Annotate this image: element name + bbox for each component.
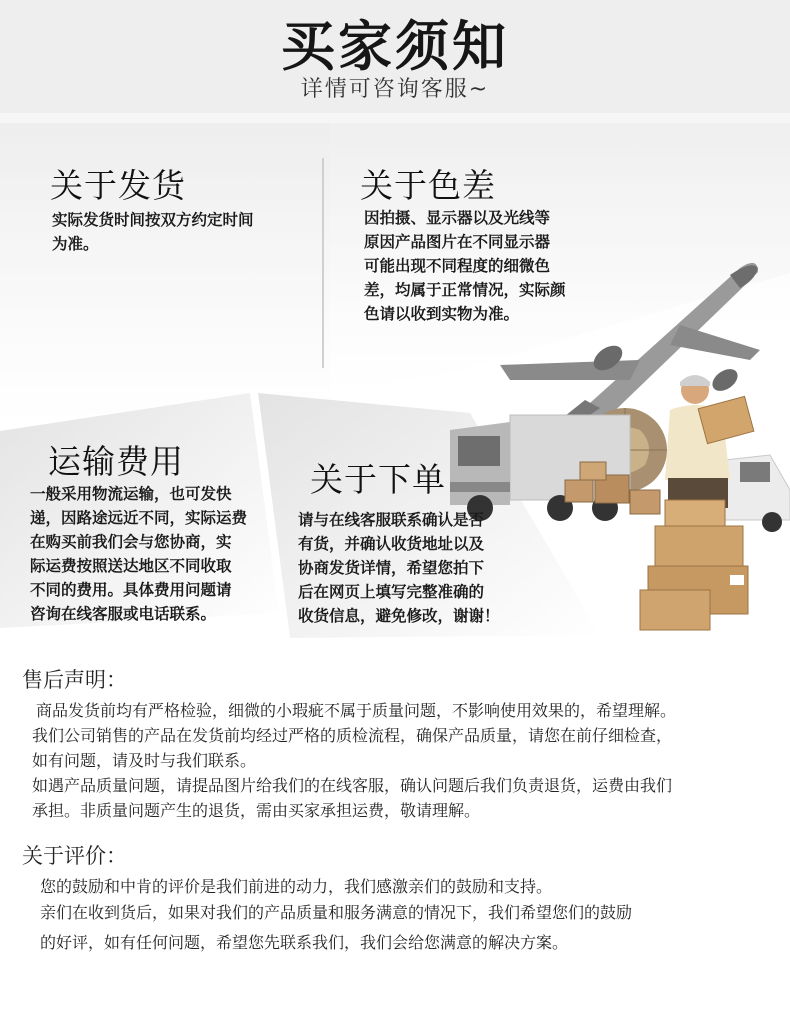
after-sales-line: 商品发货前均有严格检验，细微的小瑕疵不属于质量问题，不影响使用效果的，希望理解。 xyxy=(36,701,677,720)
color-text xyxy=(364,206,604,326)
order-title: 关于下单 xyxy=(310,460,446,499)
order-line: 请与在线客服联系确认是否 xyxy=(298,511,485,529)
color-line: 可能出现不同程度的细微色 xyxy=(364,257,551,275)
color-line: 原因产品图片在不同显示器 xyxy=(364,233,551,251)
color-line: 色请以收到实物为准。 xyxy=(364,305,520,323)
header-banner xyxy=(0,0,790,113)
order-line: 协商发货详情，希望您拍下 xyxy=(298,559,485,577)
page-subtitle: 详情可咨询客服~ xyxy=(300,77,490,102)
color-line: 因拍摄、显示器以及光线等 xyxy=(364,209,551,227)
after-sales-line: 承担。非质量问题产生的退货，需由买家承担运费，敬请理解。 xyxy=(32,801,481,820)
freight-line: 在购买前我们会与您协商，实 xyxy=(30,533,232,551)
after-sales-line: 如有问题，请及时与我们联系。 xyxy=(32,751,257,770)
shipping-title: 关于发货 xyxy=(50,166,186,205)
freight-line: 际运费按照送达地区不同收取 xyxy=(30,557,232,575)
freight-title: 运输费用 xyxy=(48,442,184,481)
color-line: 差，均属于正常情况，实际颜 xyxy=(364,281,566,299)
order-text xyxy=(298,508,528,628)
review-line: 的好评，如有任何问题，希望您先联系我们，我们会给您满意的解决方案。 xyxy=(40,933,569,952)
review-title: 关于评价： xyxy=(22,844,127,868)
after-sales-line: 如遇产品质量问题，请提品图片给我们的在线客服，确认问题后我们负责退货，运费由我们 xyxy=(32,776,673,795)
review-line: 亲们在收到货后，如果对我们的产品质量和服务满意的情况下，我们希望您们的鼓励 xyxy=(40,903,633,922)
freight-text xyxy=(30,482,280,626)
freight-line: 不同的费用。具体费用问题请 xyxy=(30,581,232,599)
freight-line: 咨询在线客服或电话联系。 xyxy=(30,605,217,623)
order-line: 收货信息，避免修改，谢谢！ xyxy=(298,607,500,625)
shipping-line: 实际发货时间按双方约定时间 xyxy=(52,211,254,229)
color-title: 关于色差 xyxy=(360,166,496,205)
van-icon xyxy=(725,455,790,532)
shipping-text xyxy=(52,208,312,256)
shipping-line: 为准。 xyxy=(52,235,99,253)
freight-line: 一般采用物流运输，也可发快 xyxy=(30,485,232,503)
after-sales-line: 我们公司销售的产品在发货前均经过严格的质检流程，确保产品质量，请您在前仔细检查， xyxy=(32,726,673,745)
freight-line: 递，因路途远近不同，实际运费 xyxy=(30,509,248,527)
order-line: 后在网页上填写完整准确的 xyxy=(298,583,485,601)
order-line: 有货，并确认收货地址以及 xyxy=(298,535,485,553)
after-sales-title: 售后声明： xyxy=(22,668,127,692)
page-title: 买家须知 xyxy=(281,15,509,78)
review-line: 您的鼓励和中肯的评价是我们前进的动力，我们感激亲们的鼓励和支持。 xyxy=(40,877,553,896)
